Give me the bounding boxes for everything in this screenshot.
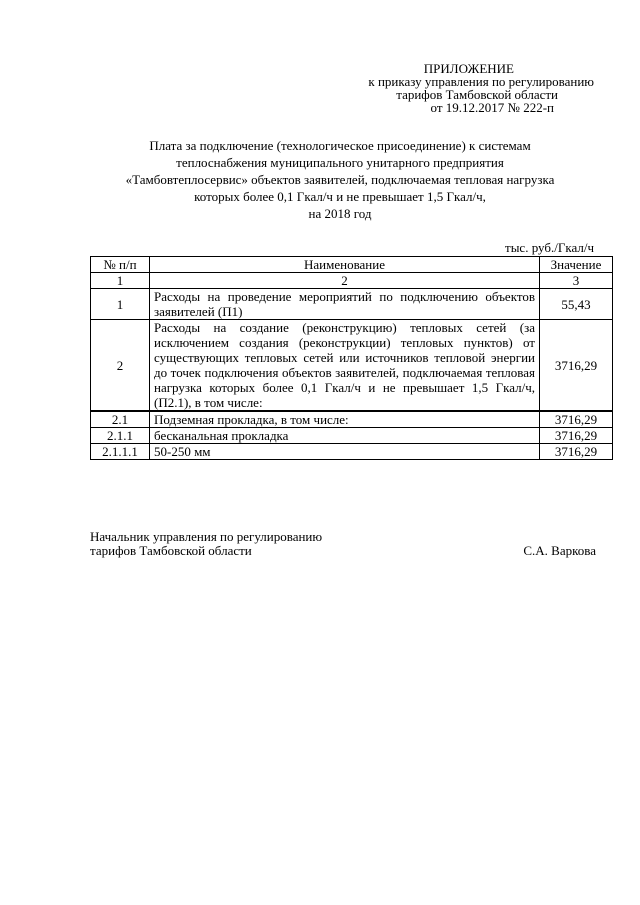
document-title-line-2: теплоснабжения муниципального унитарного предприятия <box>176 155 504 170</box>
row-value: 55,43 <box>540 289 613 320</box>
signature-block <box>90 530 596 558</box>
tariff-table <box>90 256 613 460</box>
table-row <box>91 411 613 428</box>
row-number: 2.1.1 <box>91 428 150 444</box>
table-row <box>91 289 613 320</box>
table-index-row <box>91 273 613 289</box>
row-number: 2.1 <box>91 411 150 428</box>
document-title-line-5: на 2018 год <box>308 206 372 221</box>
signature-position-line-2: тарифов Тамбовской области <box>90 543 252 558</box>
signature-position-line-1: Начальник управления по регулированию <box>90 529 323 544</box>
signatory-name: С.А. Варкова <box>523 543 596 558</box>
appendix-line-3: от 19.12.2017 № 222-п <box>430 100 554 115</box>
index-cell-1: 1 <box>91 273 150 289</box>
row-number: 1 <box>91 289 150 320</box>
document-title-line-4: которых более 0,1 Гкал/ч и не превышает 1,5 Гкал/ч, <box>194 189 486 204</box>
appendix-line-1: к приказу управления по регулированию <box>368 74 594 89</box>
index-cell-2: 2 <box>150 273 540 289</box>
row-name: Расходы на проведение мероприятий по подключению объектов заявителей (П1) <box>150 289 540 320</box>
row-value: 3716,29 <box>540 411 613 428</box>
document-title-line-3: «Тамбовтеплосервис» объектов заявителей, подключаемая тепловая нагрузка <box>125 172 555 187</box>
row-name: Подземная прокладка, в том числе: <box>150 411 540 428</box>
document-title-line-1: Плата за подключение (технологическое присоединение) к системам <box>149 138 531 153</box>
table-row <box>91 320 613 412</box>
row-number: 2.1.1.1 <box>91 444 150 460</box>
appendix-block <box>294 62 594 114</box>
row-value: 3716,29 <box>540 428 613 444</box>
row-number: 2 <box>91 320 150 412</box>
index-cell-3: 3 <box>540 273 613 289</box>
row-name: 50-250 мм <box>150 444 540 460</box>
row-name: Расходы на создание (реконструкцию) тепловых сетей (за исключением создания (реконструкции) тепловых пунктов) от существующих тепловых сетей или источников тепловой энергии до точек подключения объектов заявителей, подключаемая тепловая нагрузка которых более 0,1 Гкал/ч и не превышает 1,5 Гкал/ч, (П2.1), в том числе: <box>150 320 540 412</box>
units-label: тыс. руб./Гкал/ч <box>505 240 594 255</box>
row-value: 3716,29 <box>540 320 613 412</box>
signature-row <box>90 544 596 558</box>
table-row <box>91 428 613 444</box>
header-name: Наименование <box>150 257 540 273</box>
header-number: № п/п <box>91 257 150 273</box>
row-value: 3716,29 <box>540 444 613 460</box>
row-name: бесканальная прокладка <box>150 428 540 444</box>
table-row <box>91 444 613 460</box>
table-header-row <box>91 257 613 273</box>
document-title <box>60 137 620 222</box>
appendix-line-2: тарифов Тамбовской области <box>396 87 558 102</box>
header-value: Значение <box>540 257 613 273</box>
appendix-title: ПРИЛОЖЕНИЕ <box>423 61 514 76</box>
